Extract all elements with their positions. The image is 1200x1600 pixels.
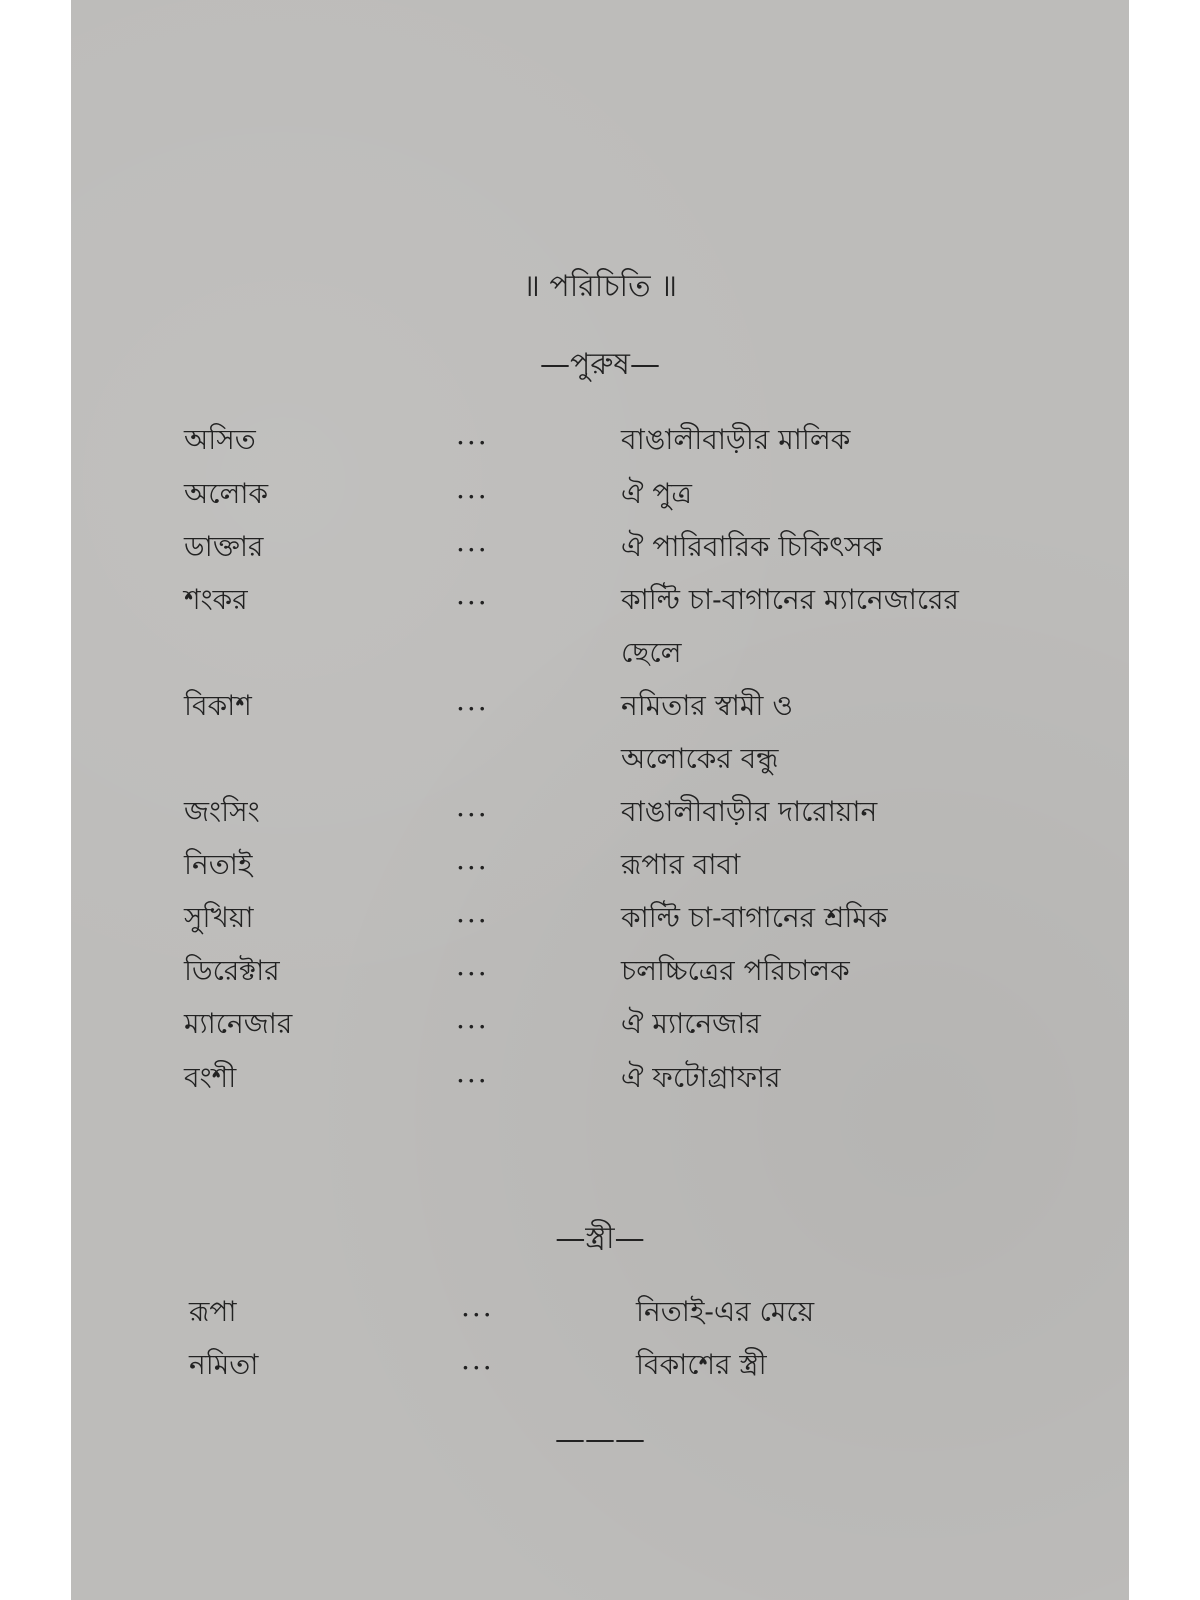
character-role-continued: অলোকের বন্ধু bbox=[621, 742, 779, 775]
separator-dots: ... bbox=[461, 1343, 494, 1376]
character-role: ঐ পারিবারিক চিকিৎসক bbox=[621, 530, 883, 563]
separator-dots: ... bbox=[456, 578, 489, 611]
list-item bbox=[71, 1290, 1129, 1344]
character-name: নিতাই bbox=[184, 848, 253, 881]
separator-dots: ... bbox=[456, 1002, 489, 1035]
character-name: অলোক bbox=[184, 477, 269, 510]
list-item bbox=[71, 843, 1129, 897]
character-role: বাঙালীবাড়ীর মালিক bbox=[621, 423, 851, 456]
character-name: ডাক্তার bbox=[184, 530, 264, 563]
separator-dots: ... bbox=[456, 949, 489, 982]
character-role: চলচ্চিত্রের পরিচালক bbox=[621, 954, 850, 987]
women-section-heading: —স্ত্রী— bbox=[555, 1221, 645, 1256]
list-item bbox=[71, 1056, 1129, 1110]
character-role: নিতাই-এর মেয়ে bbox=[636, 1295, 815, 1328]
character-name: শংকর bbox=[184, 583, 248, 616]
separator-dots: ... bbox=[456, 843, 489, 876]
list-item bbox=[71, 949, 1129, 1003]
list-item bbox=[71, 578, 1129, 632]
character-role-continued: ছেলে bbox=[621, 636, 682, 669]
list-item bbox=[71, 418, 1129, 472]
list-item bbox=[71, 790, 1129, 844]
list-item bbox=[71, 1343, 1129, 1397]
separator-dots: ... bbox=[456, 472, 489, 505]
list-item bbox=[71, 525, 1129, 579]
character-role: কাল্টি চা-বাগানের ম্যানেজারের bbox=[621, 583, 959, 616]
character-role: বিকাশের স্ত্রী bbox=[636, 1348, 767, 1381]
end-divider: ——— bbox=[555, 1422, 645, 1457]
list-item bbox=[71, 1002, 1129, 1056]
character-role: ঐ পুত্র bbox=[621, 477, 692, 510]
list-item bbox=[71, 896, 1129, 950]
character-name: ডিরেক্টার bbox=[184, 954, 280, 987]
character-name: অসিত bbox=[184, 423, 256, 456]
men-section-heading: —পুরুষ— bbox=[540, 347, 660, 382]
character-name: বিকাশ bbox=[184, 689, 252, 722]
separator-dots: ... bbox=[456, 684, 489, 717]
character-role: বাঙালীবাড়ীর দারোয়ান bbox=[621, 795, 878, 828]
character-role: রূপার বাবা bbox=[621, 848, 741, 881]
character-name: জংসিং bbox=[184, 795, 260, 828]
character-name: সুখিয়া bbox=[184, 901, 254, 934]
character-name: ম্যানেজার bbox=[184, 1007, 293, 1040]
page-title: ॥ পরিচিতি ॥ bbox=[522, 269, 678, 304]
character-name: রূপা bbox=[189, 1295, 237, 1328]
character-role: ঐ ফটোগ্রাফার bbox=[621, 1061, 781, 1094]
separator-dots: ... bbox=[456, 418, 489, 451]
list-item bbox=[71, 472, 1129, 526]
separator-dots: ... bbox=[456, 896, 489, 929]
separator-dots: ... bbox=[456, 790, 489, 823]
list-item bbox=[71, 684, 1129, 738]
character-role: কাল্টি চা-বাগানের শ্রমিক bbox=[621, 901, 888, 934]
separator-dots: ... bbox=[456, 525, 489, 558]
character-role: ঐ ম্যানেজার bbox=[621, 1007, 761, 1040]
separator-dots: ... bbox=[456, 1056, 489, 1089]
character-role: নমিতার স্বামী ও bbox=[621, 689, 793, 722]
page bbox=[71, 0, 1129, 1600]
separator-dots: ... bbox=[461, 1290, 494, 1323]
character-name: বংশী bbox=[184, 1061, 237, 1094]
character-name: নমিতা bbox=[189, 1348, 259, 1381]
